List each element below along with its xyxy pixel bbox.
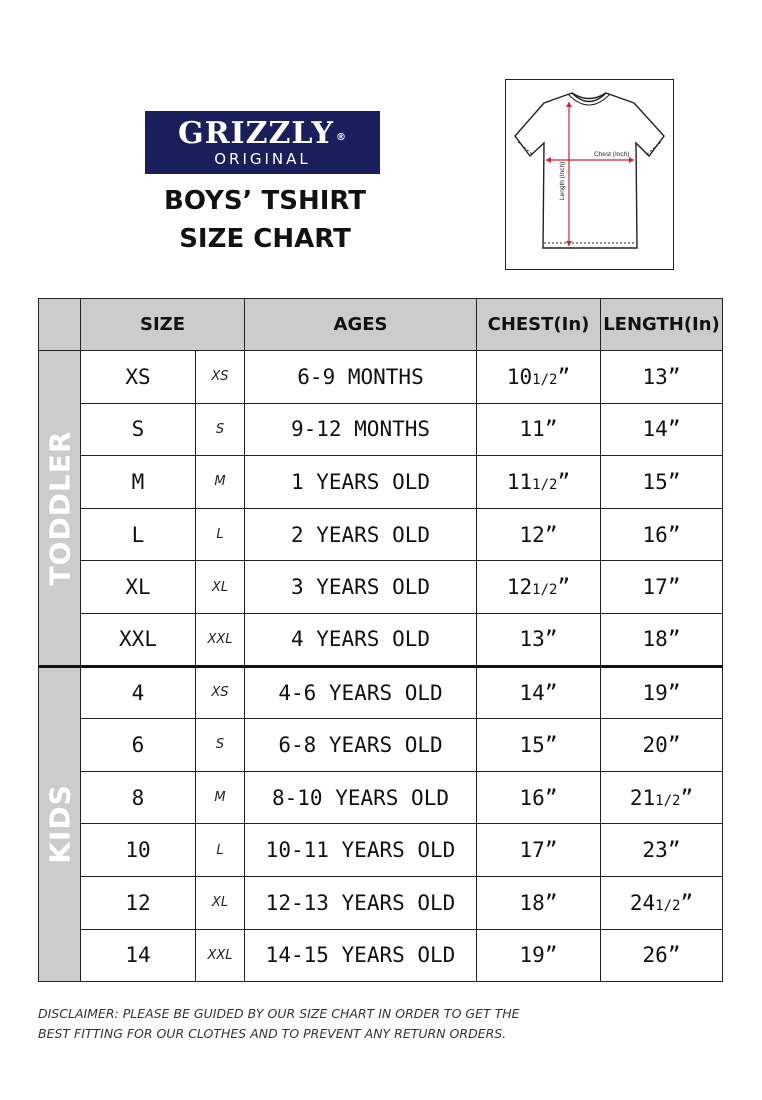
chest-inch-mark: ” <box>544 627 558 652</box>
chest-whole: 19 <box>519 943 545 968</box>
alt-size-cell: S <box>196 403 245 456</box>
length-fraction: 1/2 <box>655 897 681 914</box>
length-whole: 21 <box>629 785 656 810</box>
chest-cell <box>477 771 601 824</box>
length-inch-mark: ” <box>667 575 681 600</box>
table-row <box>39 403 723 456</box>
length-whole: 19 <box>642 680 668 705</box>
chest-whole: 12 <box>506 575 533 600</box>
ages-cell: 8-10 YEARS OLD <box>245 771 477 824</box>
group-label: KIDS <box>43 784 76 865</box>
length-cell <box>601 403 723 456</box>
size-cell: M <box>81 456 196 509</box>
length-whole: 20 <box>642 732 668 757</box>
table-row <box>39 876 723 929</box>
table-row <box>39 561 723 614</box>
alt-size-cell: L <box>196 824 245 877</box>
length-inch-mark: ” <box>680 785 694 810</box>
length-inch-mark: ” <box>667 364 681 389</box>
length-whole: 26 <box>642 943 668 968</box>
chest-inch-mark: ” <box>544 838 558 863</box>
length-cell <box>601 824 723 877</box>
table-row <box>39 456 723 509</box>
chest-whole: 16 <box>519 785 545 810</box>
table-row <box>39 771 723 824</box>
chest-cell <box>477 613 601 666</box>
chest-cell <box>477 403 601 456</box>
length-cell <box>601 876 723 929</box>
ages-cell: 3 YEARS OLD <box>245 561 477 614</box>
length-whole: 18 <box>642 627 668 652</box>
table-row <box>39 508 723 561</box>
tshirt-diagram <box>505 79 674 270</box>
header-chest: CHEST(In) <box>477 299 601 351</box>
chest-inch-mark: ” <box>544 943 558 968</box>
length-inch-mark: ” <box>667 469 681 494</box>
header-corner <box>39 299 81 351</box>
length-cell <box>601 456 723 509</box>
chest-cell <box>477 666 601 719</box>
table-row <box>39 666 723 719</box>
table-row <box>39 824 723 877</box>
alt-size-cell: L <box>196 508 245 561</box>
chest-label: Chest (Inch) <box>594 151 630 158</box>
chest-whole: 13 <box>519 627 545 652</box>
chest-fraction: 1/2 <box>532 476 558 493</box>
chest-cell <box>477 719 601 772</box>
disclaimer-line-1: DISCLAIMER: PLEASE BE GUIDED BY OUR SIZE CHART IN ORDER TO GET THE <box>38 1006 520 1021</box>
ages-cell: 4-6 YEARS OLD <box>245 666 477 719</box>
table-row <box>39 351 723 404</box>
ages-cell: 2 YEARS OLD <box>245 508 477 561</box>
alt-size-cell: XL <box>196 876 245 929</box>
chest-cell <box>477 824 601 877</box>
length-whole: 17 <box>642 575 668 600</box>
size-cell: L <box>81 508 196 561</box>
length-inch-mark: ” <box>667 417 681 442</box>
disclaimer-text <box>38 1004 728 1044</box>
chest-whole: 15 <box>519 732 545 757</box>
chest-whole: 17 <box>519 838 545 863</box>
group-label: TODDLER <box>43 430 76 586</box>
alt-size-cell: M <box>196 456 245 509</box>
ages-cell: 10-11 YEARS OLD <box>245 824 477 877</box>
chest-inch-mark: ” <box>544 785 558 810</box>
chest-whole: 11 <box>506 469 533 494</box>
chest-inch-mark: ” <box>557 469 571 494</box>
logo-brand: GRIZZLY ® <box>178 116 347 151</box>
alt-size-cell: XXL <box>196 929 245 982</box>
length-inch-mark: ” <box>667 943 681 968</box>
header-size: SIZE <box>81 299 245 351</box>
chest-cell <box>477 351 601 404</box>
size-cell: XXL <box>81 613 196 666</box>
chest-whole: 10 <box>506 364 533 389</box>
chest-whole: 18 <box>519 890 545 915</box>
length-cell <box>601 351 723 404</box>
ages-cell: 9-12 MONTHS <box>245 403 477 456</box>
chest-inch-mark: ” <box>557 575 571 600</box>
registered-mark: ® <box>335 132 347 143</box>
ages-cell: 6-9 MONTHS <box>245 351 477 404</box>
chest-cell <box>477 876 601 929</box>
ages-cell: 4 YEARS OLD <box>245 613 477 666</box>
group-label-cell <box>39 351 81 667</box>
length-cell <box>601 666 723 719</box>
chest-fraction: 1/2 <box>532 371 558 388</box>
length-whole: 13 <box>642 364 668 389</box>
size-cell: XL <box>81 561 196 614</box>
length-whole: 14 <box>642 417 668 442</box>
alt-size-cell: M <box>196 771 245 824</box>
ages-cell: 6-8 YEARS OLD <box>245 719 477 772</box>
length-inch-mark: ” <box>667 680 681 705</box>
length-whole: 24 <box>629 890 656 915</box>
chest-inch-mark: ” <box>544 417 558 442</box>
chest-whole: 14 <box>519 680 545 705</box>
size-cell: 6 <box>81 719 196 772</box>
length-inch-mark: ” <box>667 627 681 652</box>
table-row <box>39 719 723 772</box>
size-chart-table <box>38 298 723 982</box>
chest-inch-mark: ” <box>544 522 558 547</box>
header-length: LENGTH(In) <box>601 299 723 351</box>
tshirt-icon <box>506 80 672 268</box>
chest-cell <box>477 456 601 509</box>
size-cell: 8 <box>81 771 196 824</box>
page-subtitle: SIZE CHART <box>179 224 351 254</box>
table-row <box>39 613 723 666</box>
alt-size-cell: XXL <box>196 613 245 666</box>
length-cell <box>601 719 723 772</box>
header-ages: AGES <box>245 299 477 351</box>
length-cell <box>601 508 723 561</box>
chest-cell <box>477 561 601 614</box>
page-title: BOYS’ TSHIRT <box>164 186 366 216</box>
size-cell: S <box>81 403 196 456</box>
length-whole: 15 <box>642 469 668 494</box>
size-cell: 14 <box>81 929 196 982</box>
length-cell <box>601 929 723 982</box>
table-row <box>39 929 723 982</box>
chest-fraction: 1/2 <box>532 582 558 599</box>
chest-whole: 12 <box>519 522 545 547</box>
length-cell <box>601 613 723 666</box>
chest-inch-mark: ” <box>544 680 558 705</box>
chest-inch-mark: ” <box>557 364 571 389</box>
length-inch-mark: ” <box>667 522 681 547</box>
length-cell <box>601 771 723 824</box>
size-cell: 12 <box>81 876 196 929</box>
alt-size-cell: S <box>196 719 245 772</box>
alt-size-cell: XS <box>196 351 245 404</box>
length-inch-mark: ” <box>680 890 694 915</box>
chest-cell <box>477 929 601 982</box>
chest-inch-mark: ” <box>544 890 558 915</box>
size-cell: 4 <box>81 666 196 719</box>
length-whole: 16 <box>642 522 668 547</box>
length-label: Length (Inch) <box>559 161 566 200</box>
ages-cell: 1 YEARS OLD <box>245 456 477 509</box>
disclaimer-line-2: BEST FITTING FOR OUR CLOTHES AND TO PREVENT ANY RETURN ORDERS. <box>38 1026 507 1041</box>
length-whole: 23 <box>642 838 668 863</box>
length-fraction: 1/2 <box>655 792 681 809</box>
group-label-cell <box>39 666 81 982</box>
ages-cell: 12-13 YEARS OLD <box>245 876 477 929</box>
logo-subtitle: ORIGINAL <box>214 150 311 168</box>
length-inch-mark: ” <box>667 838 681 863</box>
size-cell: XS <box>81 351 196 404</box>
alt-size-cell: XL <box>196 561 245 614</box>
ages-cell: 14-15 YEARS OLD <box>245 929 477 982</box>
length-inch-mark: ” <box>667 732 681 757</box>
length-cell <box>601 561 723 614</box>
brand-logo <box>145 111 380 174</box>
size-cell: 10 <box>81 824 196 877</box>
chest-whole: 11 <box>519 417 545 442</box>
chest-cell <box>477 508 601 561</box>
chest-inch-mark: ” <box>544 732 558 757</box>
table-header-row <box>39 299 723 351</box>
alt-size-cell: XS <box>196 666 245 719</box>
